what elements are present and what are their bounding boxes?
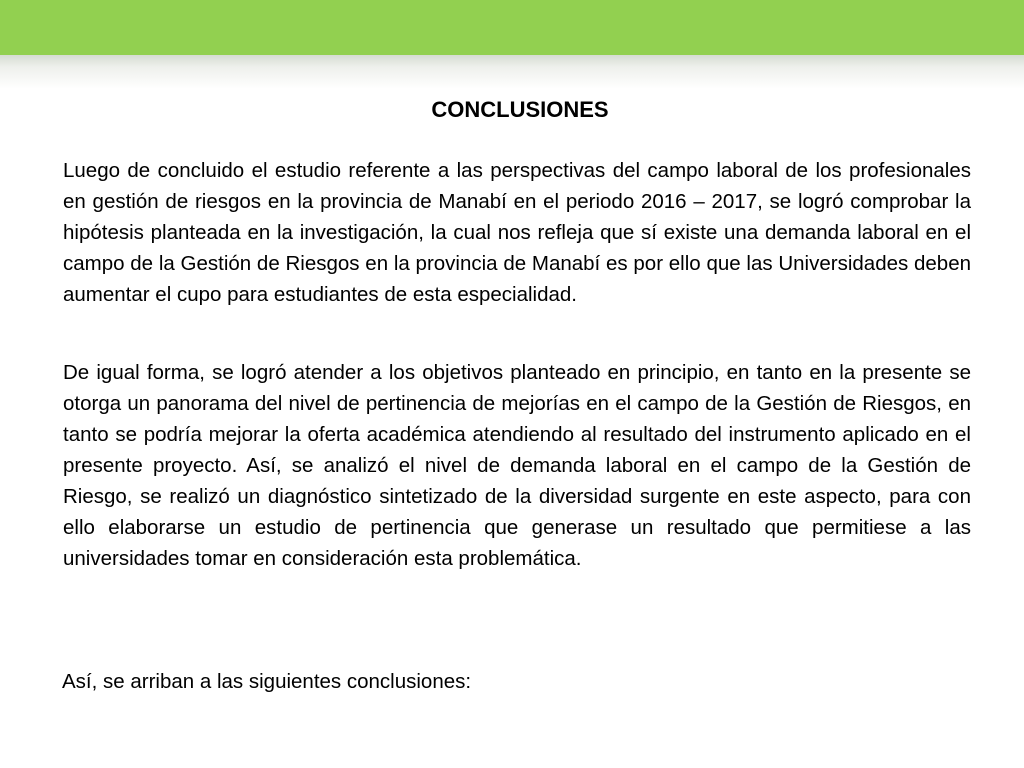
slide-title: CONCLUSIONES xyxy=(431,97,609,122)
header-shadow xyxy=(0,55,1024,89)
paragraph-3: Así, se arriban a las siguientes conclusiones: xyxy=(62,670,472,693)
header-accent-bar xyxy=(0,0,1024,55)
paragraph-2: De igual forma, se logró atender a los objetivos planteado en principio, en tanto en la presente se otorga un panorama del nivel de pertinencia de mejorías en el campo de la Gestión de Riesgos, en tanto se podría mejorar la oferta académica atendiendo al resultado del instrumento aplicado en el presente proyecto. Así, se analizó el nivel de demanda laboral en el campo de la Gestión de Riesgo, se realizó un diagnóstico sintetizado de la diversidad surgente en este aspecto, para con ello elaborarse un estudio de pertinencia que generase un resultado que permitiese a las universidades tomar en consideración esta problemática. xyxy=(63,361,971,570)
paragraph-1: Luego de concluido el estudio referente a las perspectivas del campo laboral de los profesionales en gestión de riesgos en la provincia de Manabí en el periodo 2016 – 2017, se logró comprobar la hipótesis planteada en la investigación, la cual nos refleja que sí existe una demanda laboral en el campo de la Gestión de Riesgos en la provincia de Manabí es por ello que las Universidades deben aumentar el cupo para estudiantes de esta especialidad. xyxy=(63,159,971,306)
